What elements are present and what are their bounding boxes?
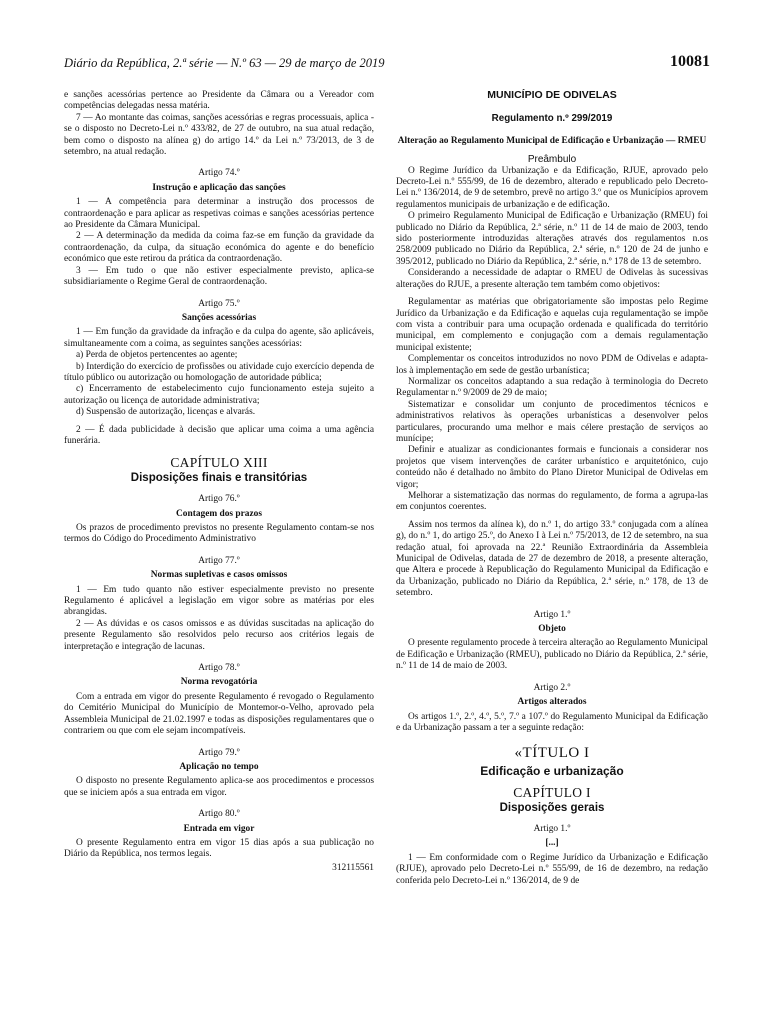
paragraph: O disposto no presente Regulamento aplica-se aos procedimentos e processos que se iniciem após a sua entrada em vigor. (64, 776, 374, 798)
list-item: a) Perda de objetos pertencentes ao agente; (76, 350, 238, 361)
article-heading: Artigo 80.º (198, 809, 240, 820)
article-heading: Artigo 79.º (198, 747, 240, 758)
paragraph: O Regime Jurídico da Urbanização e da Edificação, RJUE, aprovado pelo Decreto-Lei n.º 555/99, de 16 de dezembro, alterado e republicado pelo Decreto-Lei n.º 136/2014, de 9 de setembro, prevê no artigo 3.º que os Municípios aprovem regulamentos municipais de urbanização e de edificação. (396, 165, 708, 210)
article-title: Entrada em vigor (183, 823, 255, 834)
article-title: [...] (545, 838, 559, 849)
article-title: Artigos alterados (517, 697, 587, 708)
regulation-number: Regulamento n.º 299/2019 (491, 113, 613, 125)
article-title: Instrução e aplicação das sanções (152, 182, 286, 193)
paragraph: Definir e atualizar as condicionantes formais e funcionais a considerar nos projetos que visem intervenções de caráter urbanístico e arquitetónico, cujo conteúdo não é detalhado no âmbito do Plano Diretor Municipal de Odivelas em vigor; (396, 445, 708, 490)
article-heading: Artigo 1.º (533, 823, 571, 834)
paragraph: 2 — A determinação da medida da coima faz-se em função da gravidade da contraordenação, da culpa, da situação económica do agente e do benefício económico que este retirou da prática da contraordenação. (64, 231, 374, 265)
page-header (64, 53, 710, 76)
paragraph: 2 — É dada publicidade à decisão que aplicar uma coima a uma agência funerária. (64, 424, 374, 446)
paragraph: 1 — Em conformidade com o Regime Jurídico da Urbanização e Edificação (RJUE), aprovado pelo Decreto-Lei n.º 555/99, de 16 de dezembro, na redação conferida pelo Decreto-Lei n.º 136/2014, de 9 de (396, 852, 708, 886)
title-heading: «TÍTULO I (514, 745, 590, 762)
article-title: Objeto (538, 624, 566, 635)
preamble-heading: Preâmbulo (527, 154, 577, 166)
article-title: Normas supletivas e casos omissos (150, 570, 288, 581)
paragraph: O primeiro Regulamento Municipal de Edificação e Urbanização (RMEU) foi publicado no Diário da República, 2.ª série, n.º 11 de 14 de maio de 2003, tendo sido posteriormente introduzidas alterações através dos regulamentos n.os 258/2009 publicado no Diário da República, 2.ª série, n.º 120 de 24 de junho e 395/2012, publicado no Diário da República, 2.ª série, n.º 178 de 13 de setembro. (396, 211, 708, 267)
paragraph: 2 — As dúvidas e os casos omissos e as dúvidas suscitadas na aplicação do presente Regulamento são resolvidos pelo recurso aos critérios legais de interpretação e integração de lacunas. (64, 618, 374, 652)
list-item: b) Interdição do exercício de profissões ou atividade cujo exercício dependa de título público ou autorização ou homologação de autoridade pública; (64, 361, 374, 383)
paragraph: Sistematizar e consolidar um conjunto de procedimentos técnicos e administrativos relativos às operações urbanísticas a desenvolver pelos particulares, procurando uma melhor e mais célere prestação de serviços ao munícipe; (396, 399, 708, 444)
list-item: c) Encerramento de estabelecimento cujo funcionamento esteja sujeito a autorização ou licença de autoridade administrativa; (64, 384, 374, 406)
running-title: Diário da República, 2.ª série — N.º 63 — 29 de março de 2019 (64, 56, 385, 70)
regulation-title: Alteração ao Regulamento Municipal de Edificação e Urbanização — RMEU (397, 135, 707, 146)
paragraph: Considerando a necessidade de adaptar o RMEU de Odivelas às sucessivas alterações do RJUE, a presente alteração tem também como objetivos: (396, 268, 708, 290)
paragraph: e sanções acessórias pertence ao Presidente da Câmara ou a Vereador com competências delegadas nessa matéria. (64, 90, 374, 112)
chapter-title: Disposições gerais (499, 801, 605, 814)
right-column (396, 90, 708, 887)
paragraph: Normalizar os conceitos adaptando a sua redação à terminologia do Decreto Regulamentar n.º 9/2009 de 29 de maio; (396, 376, 708, 399)
chapter-heading: CAPÍTULO XIII (170, 455, 268, 471)
paragraph: Assim nos termos da alínea k), do n.º 1, do artigo 33.º conjugada com a alínea g), do n.º 1, do artigo 25.º, do Anexo I à Lei n.º 75/2013, de 12 de setembro, na sua redação atual, foi aprovada na 22.ª Reunião Extraordinária da Assembleia Municipal de Odivelas, datada de 27 de dezembro de 2018, a presente alteração, que Altera e procede à Republicação do Regulamento Municipal da Edificação e da Urbanização, publicado no Diário da República, 2.ª série, n.º 178, de 13 de setembro. (396, 519, 708, 599)
article-heading: Artigo 77.º (198, 555, 240, 566)
article-title: Sanções acessórias (181, 312, 257, 323)
paragraph: Os prazos de procedimento previstos no presente Regulamento contam-se nos termos do Código do Procedimento Administrativo (64, 523, 374, 545)
paragraph: 1 — A competência para determinar a instrução dos processos de contraordenação e para aplicar as respetivas coimas e sanções acessórias pertence ao Presidente da Câmara Municipal. (64, 197, 374, 231)
paragraph: Os artigos 1.º, 2.º, 4.º, 5.º, 7.º a 107.º do Regulamento Municipal da Edificação e da Urbanização passam a ter a seguinte redação: (396, 711, 708, 733)
article-heading: Artigo 2.º (533, 682, 571, 693)
list-item: d) Suspensão de autorização, licenças e alvarás. (76, 407, 256, 418)
article-heading: Artigo 74.º (198, 168, 240, 179)
title-subheading: Edificação e urbanização (480, 763, 624, 778)
paragraph: Regulamentar as matérias que obrigatoriamente são impostas pelo Regime Jurídico da Urbanização e da Edificação e aquelas cuja regulamentação se impõe com vista a contribuir para uma ocupação ordenada e qualificada do território municipal, em complemento e conjugação com a demais regulamentação municipal existente; (396, 297, 708, 353)
paragraph: Complementar os conceitos introduzidos no novo PDM de Odivelas e adapta-los à implementação em sede de gestão urbanística; (396, 354, 708, 376)
chapter-heading: CAPÍTULO I (513, 785, 591, 801)
document-reference: 312115561 (332, 862, 374, 873)
article-title: Norma revogatória (180, 677, 258, 688)
article-title: Contagem dos prazos (176, 508, 262, 519)
section-heading: MUNICÍPIO DE ODIVELAS (487, 89, 617, 101)
paragraph: 3 — Em tudo o que não estiver especialmente previsto, aplica-se subsidiariamente o Regime Geral de contraordenação. (64, 265, 374, 288)
article-title: Aplicação no tempo (179, 761, 259, 772)
chapter-title: Disposições finais e transitórias (130, 471, 308, 484)
page-number: 10081 (670, 53, 710, 70)
paragraph: 1 — Em função da gravidade da infração e da culpa do agente, são aplicáveis, simultaneamente com a coima, as seguintes sanções acessórias: (64, 327, 374, 349)
article-heading: Artigo 76.º (198, 494, 240, 505)
article-heading: Artigo 1.º (533, 609, 571, 620)
paragraph: 7 — Ao montante das coimas, sanções acessórias e regras processuais, aplica -se o disposto no Decreto-Lei n.º 433/82, de 27 de outubro, na sua atual redação, bem como o disposto na alínea g) do artigo 14.º da Lei n.º 73/2013, de 3 de setembro, na atual redação. (64, 112, 374, 158)
article-heading: Artigo 75.º (198, 298, 240, 309)
paragraph: 1 — Em tudo quanto não estiver especialmente previsto no presente Regulamento é aplicável a legislação em vigor sobre as matérias por eles abrangidas. (64, 584, 374, 618)
article-heading: Artigo 78.º (198, 663, 240, 674)
left-column (64, 90, 374, 874)
paragraph: O presente Regulamento entra em vigor 15 dias após a sua publicação no Diário da República, nos termos legais. (64, 837, 374, 860)
paragraph: Melhorar a sistematização das normas do regulamento, de forma a agrupa-las em conjuntos coerentes. (396, 491, 708, 513)
paragraph: Com a entrada em vigor do presente Regulamento é revogado o Regulamento do Cemitério Municipal do Município de Montemor-o-Velho, aprovado pela Assembleia Municipal de 21.02.1997 e todas as disposições regulamentares que o contrariem ou que com ele sejam incompatíveis. (64, 691, 374, 737)
paragraph: O presente regulamento procede à terceira alteração ao Regulamento Municipal de Edificação e Urbanização (RMEU), publicado no Diário da República, 2.ª série, n.º 11 de 14 de maio de 2003. (396, 638, 708, 672)
